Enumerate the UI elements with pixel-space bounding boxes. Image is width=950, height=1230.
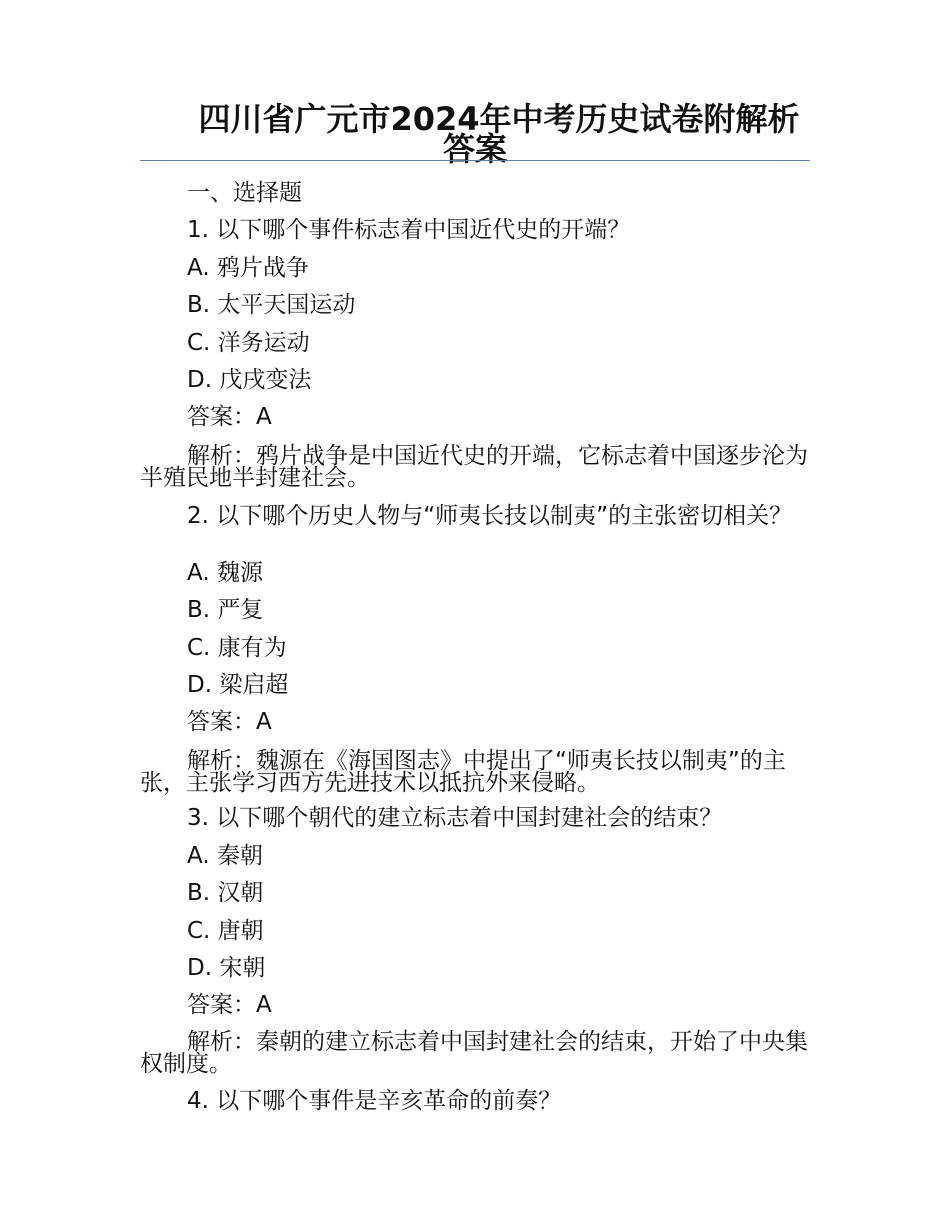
question-3-answer: 答案：A — [187, 992, 272, 1018]
question-1-explanation: 解析：鸦片战争是中国近代史的开端，它标志着中国逐步沦为半殖民地半封建社会。 — [140, 443, 808, 491]
question-2-stem: 2. 以下哪个历史人物与“师夷长技以制夷”的主张密切相关？ — [187, 503, 793, 529]
title-underline — [140, 160, 810, 161]
question-3-option-d: D. 宋朝 — [187, 955, 266, 981]
question-2-explanation: 解析：魏源在《海国图志》中提出了“师夷长技以制夷”的主张，主张学习西方先进技术以抵抗外来侵略。 — [140, 748, 786, 796]
question-3-stem: 3. 以下哪个朝代的建立标志着中国封建社会的结束？ — [187, 805, 723, 831]
document-title: 四川省广元市2024年中考历史试卷附解析答案 — [198, 100, 800, 168]
question-1-option-a: A. 鸦片战争 — [187, 255, 309, 281]
question-3-option-c: C. 唐朝 — [187, 918, 264, 944]
question-2-option-b: B. 严复 — [187, 597, 264, 623]
question-3-option-a: A. 秦朝 — [187, 843, 263, 869]
question-1-option-c: C. 洋务运动 — [187, 330, 310, 356]
section-heading: 一、选择题 — [187, 180, 302, 206]
question-1-option-d: D. 戊戌变法 — [187, 367, 312, 393]
question-2-answer: 答案：A — [187, 709, 272, 735]
question-1-stem: 1. 以下哪个事件标志着中国近代史的开端？ — [187, 217, 631, 243]
question-1-answer: 答案：A — [187, 404, 272, 430]
question-2-option-d: D. 梁启超 — [187, 672, 289, 698]
question-3-explanation: 解析：秦朝的建立标志着中国封建社会的结束，开始了中央集权制度。 — [140, 1029, 808, 1077]
question-2-option-a: A. 魏源 — [187, 560, 263, 586]
question-4-stem: 4. 以下哪个事件是辛亥革命的前奏？ — [187, 1088, 562, 1114]
question-3-option-b: B. 汉朝 — [187, 880, 264, 906]
question-2-option-c: C. 康有为 — [187, 635, 287, 661]
question-1-option-b: B. 太平天国运动 — [187, 292, 356, 318]
